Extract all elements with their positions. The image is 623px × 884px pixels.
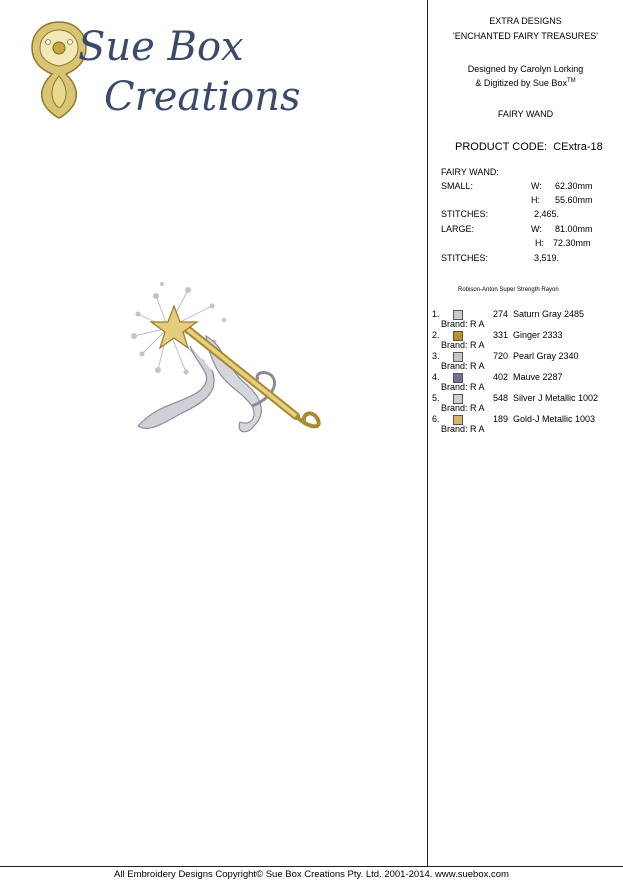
spec-large-h-label: H:: [535, 238, 544, 248]
spec-name: FAIRY WAND:: [441, 167, 499, 177]
spec-small-w: 62.30mm: [555, 181, 593, 191]
trademark-mark: TM: [566, 78, 576, 84]
thread-name: Gold-J Metallic 1003: [513, 414, 596, 424]
thread-brand-code: Brand: R A: [441, 424, 485, 434]
spec-large-label: LARGE:: [441, 224, 475, 234]
thread-number: 4.: [432, 372, 440, 382]
footer-divider: [0, 866, 623, 867]
thread-name: Pearl Gray 2340: [513, 351, 579, 361]
spec-large-stitches: 3,519.: [534, 253, 560, 263]
product-code-row: [455, 141, 603, 153]
thread-code: 189: [493, 414, 509, 424]
thread-brand-code: Brand: R A: [441, 382, 485, 392]
spec-large-h: 72.30mm: [553, 238, 591, 248]
thread-brand-code: Brand: R A: [441, 319, 485, 329]
spec-large-w-label: W:: [531, 224, 542, 234]
spec-small-h: 55.60mm: [555, 195, 593, 205]
thread-brand-code: Brand: R A: [441, 361, 485, 371]
collection-title: EXTRA DESIGNS: [489, 16, 562, 26]
thread-number: 6.: [432, 414, 440, 424]
thread-name: Mauve 2287: [513, 372, 563, 382]
thread-number: 1.: [432, 309, 440, 319]
thread-number: 5.: [432, 393, 440, 403]
thread-name: Silver J Metallic 1002: [513, 393, 599, 403]
ribbon-left: [138, 346, 214, 428]
thread-code: 274: [493, 309, 509, 319]
spec-small-stitches-label: STITCHES:: [441, 209, 489, 219]
spec-large-w: 81.00mm: [555, 224, 593, 234]
product-code-value: CExtra-18: [553, 141, 603, 153]
thread-brand-code: Brand: R A: [441, 340, 485, 350]
spec-large-stitches-label: STITCHES:: [441, 253, 489, 263]
thread-brand: Robison-Anton Super Strength Rayon: [458, 287, 559, 293]
design-name: FAIRY WAND: [497, 109, 554, 119]
thread-code: 402: [493, 372, 509, 382]
digitizer-text: & Digitized by Sue Box: [475, 78, 567, 88]
logo: [22, 18, 301, 128]
thread-brand-code: Brand: R A: [441, 403, 485, 413]
spec-small-h-label: H:: [531, 195, 540, 205]
spec-small-w-label: W:: [531, 181, 542, 191]
thread-code: 331: [493, 330, 509, 340]
footer-copyright: All Embroidery Designs Copyright© Sue Box Creations Pty. Ltd. 2001-2014. www.suebox.com: [114, 869, 509, 880]
thread-number: 3.: [432, 351, 440, 361]
series-title: 'ENCHANTED FAIRY TREASURES': [453, 31, 598, 41]
fairy-wand-design: [128, 276, 324, 452]
designer-credit: Designed by Carolyn Lorking: [467, 64, 584, 74]
spec-small-stitches: 2,465.: [534, 209, 560, 219]
product-code-label: PRODUCT CODE:: [455, 141, 548, 153]
thread-code: 720: [493, 351, 509, 361]
thread-code: 548: [493, 393, 509, 403]
thread-name: Ginger 2333: [513, 330, 563, 340]
digitizer-credit: [428, 78, 623, 88]
logo-line1: Sue Box: [78, 24, 244, 70]
thread-number: 2.: [432, 330, 440, 340]
spec-small-label: SMALL:: [441, 181, 474, 191]
thread-name: Saturn Gray 2485: [513, 309, 585, 319]
logo-line2: Creations: [104, 74, 301, 120]
column-divider: [427, 0, 428, 866]
